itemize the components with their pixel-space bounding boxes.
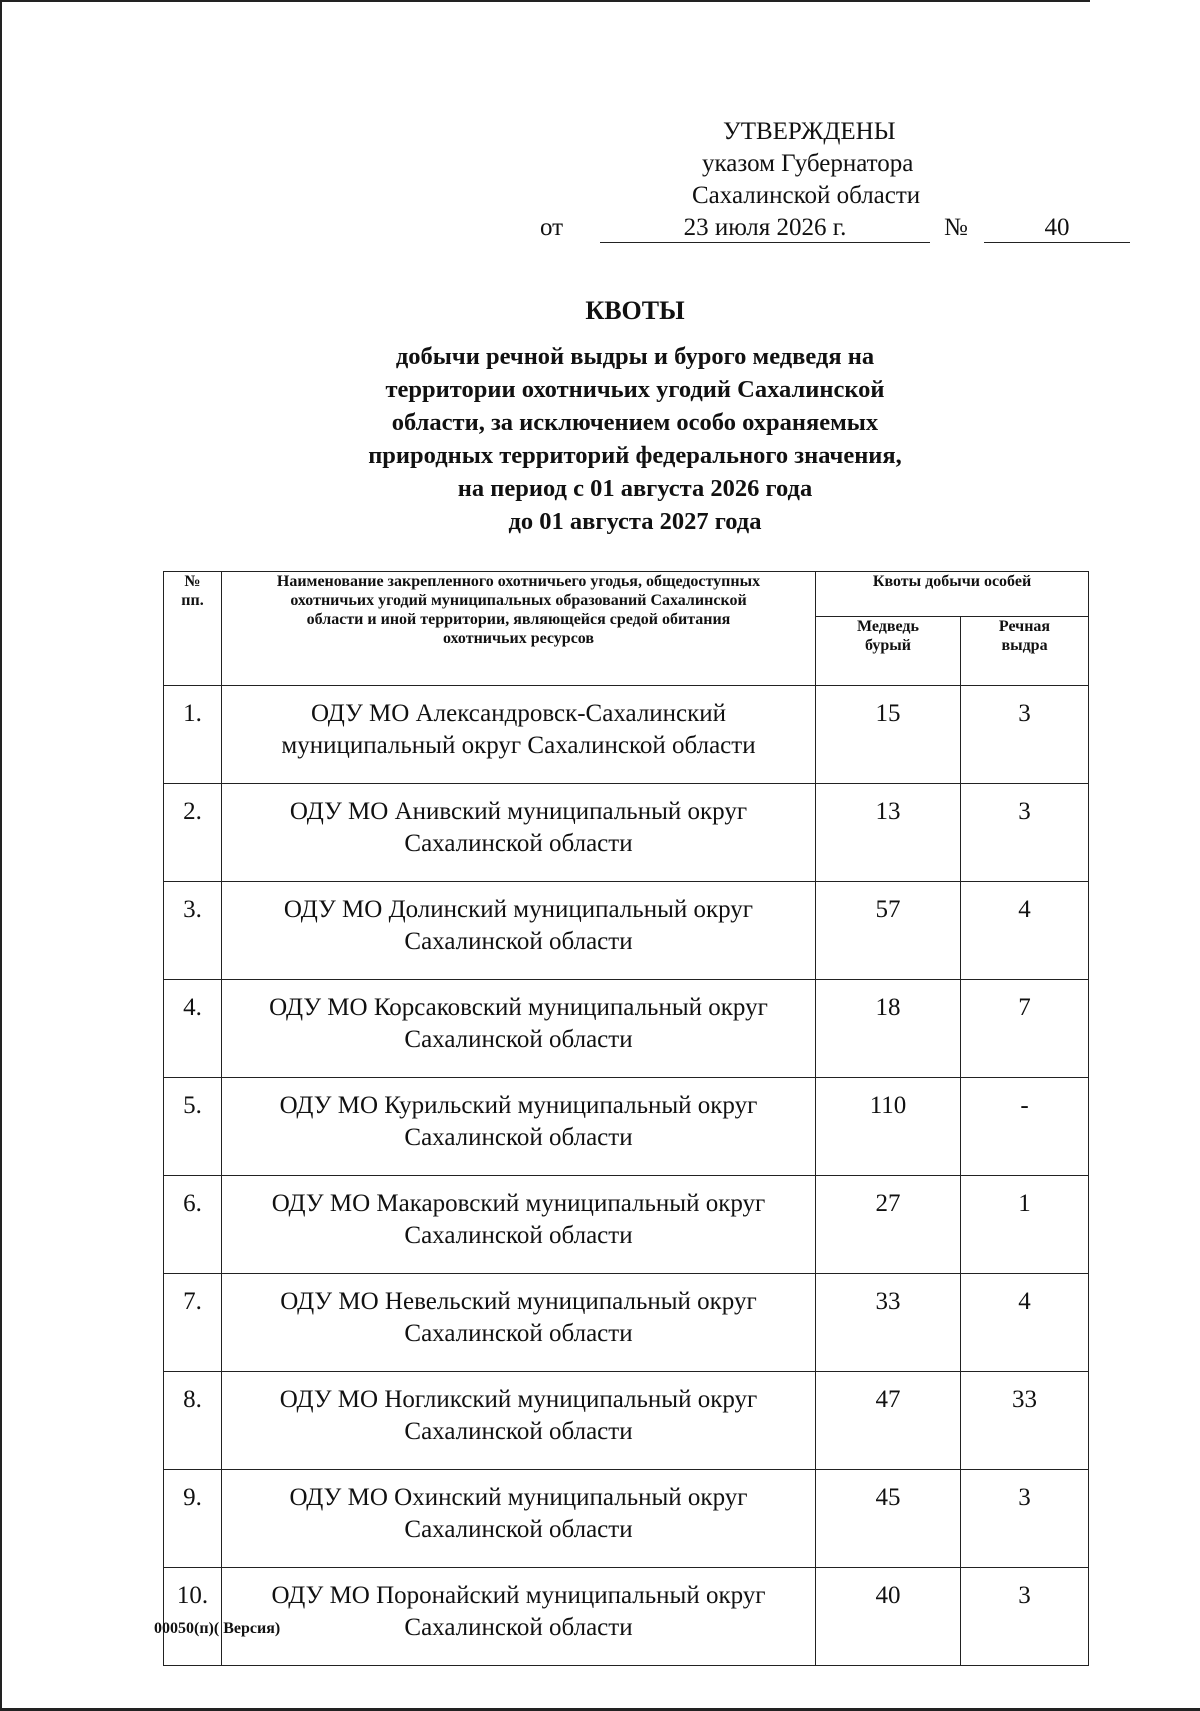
row-hunting-ground-name: ОДУ МО Курильский муниципальный округ Сахалинской области xyxy=(222,1078,816,1176)
row-river-otter-quota: - xyxy=(961,1078,1089,1176)
subtitle-line: на период с 01 августа 2026 года xyxy=(457,475,813,502)
row-number: 10. xyxy=(164,1568,222,1666)
row-hunting-ground-name: ОДУ МО Корсаковский муниципальный округ Сахалинской области xyxy=(222,980,816,1078)
approval-region: Сахалинской области xyxy=(692,182,921,209)
row-number: 4. xyxy=(164,980,222,1078)
row-number: 5. xyxy=(164,1078,222,1176)
table-header-row xyxy=(164,572,1089,617)
row-number: 8. xyxy=(164,1372,222,1470)
decree-number: 40 xyxy=(984,212,1130,243)
row-river-otter-quota: 1 xyxy=(961,1176,1089,1274)
page-border-left xyxy=(0,0,2,1711)
row-brown-bear-quota: 57 xyxy=(816,882,961,980)
row-number: 9. xyxy=(164,1470,222,1568)
row-brown-bear-quota: 15 xyxy=(816,686,961,784)
row-number: 7. xyxy=(164,1274,222,1372)
header-hunting-ground-name: Наименование закрепленного охотничьего угодья, общедоступных охотничьих угодий муниципальных образований Сахалинской области и иной территории, являющейся средой обитания охотничьих ресурсов xyxy=(222,572,816,686)
page-border-top xyxy=(0,0,1090,2)
document-subtitle xyxy=(300,340,970,538)
table-row xyxy=(164,784,1089,882)
table-row xyxy=(164,1274,1089,1372)
approval-decree: указом Губернатора xyxy=(702,150,914,177)
header-river-otter: Речная выдра xyxy=(961,617,1089,686)
table-row xyxy=(164,1176,1089,1274)
row-brown-bear-quota: 13 xyxy=(816,784,961,882)
row-hunting-ground-name: ОДУ МО Поронайский муниципальный округ Сахалинской области xyxy=(222,1568,816,1666)
footer-document-code: 00050(п)( Версия) xyxy=(154,1620,281,1637)
row-river-otter-quota: 3 xyxy=(961,1470,1089,1568)
table-row xyxy=(164,1568,1089,1666)
row-brown-bear-quota: 27 xyxy=(816,1176,961,1274)
row-river-otter-quota: 4 xyxy=(961,882,1089,980)
approval-date-line xyxy=(540,212,1130,244)
subtitle-line: добычи речной выдры и бурого медведя на xyxy=(395,343,875,370)
row-number: 1. xyxy=(164,686,222,784)
row-brown-bear-quota: 18 xyxy=(816,980,961,1078)
row-river-otter-quota: 4 xyxy=(961,1274,1089,1372)
subtitle-line: до 01 августа 2027 года xyxy=(508,508,762,535)
row-river-otter-quota: 3 xyxy=(961,1568,1089,1666)
row-brown-bear-quota: 45 xyxy=(816,1470,961,1568)
row-hunting-ground-name: ОДУ МО Анивский муниципальный округ Сахалинской области xyxy=(222,784,816,882)
row-hunting-ground-name: ОДУ МО Александровск-Сахалинский муниципальный округ Сахалинской области xyxy=(222,686,816,784)
row-brown-bear-quota: 40 xyxy=(816,1568,961,1666)
number-sign: № xyxy=(944,214,968,241)
table-row xyxy=(164,1078,1089,1176)
subtitle-line: природных территорий федерального значения, xyxy=(368,442,902,469)
row-hunting-ground-name: ОДУ МО Невельский муниципальный округ Сахалинской области xyxy=(222,1274,816,1372)
header-quota-group: Квоты добычи особей xyxy=(816,572,1089,617)
row-brown-bear-quota: 110 xyxy=(816,1078,961,1176)
row-number: 6. xyxy=(164,1176,222,1274)
table-row xyxy=(164,980,1089,1078)
row-hunting-ground-name: ОДУ МО Ногликский муниципальный округ Сахалинской области xyxy=(222,1372,816,1470)
table-row xyxy=(164,1372,1089,1470)
row-river-otter-quota: 7 xyxy=(961,980,1089,1078)
date-prefix: от xyxy=(540,214,564,241)
quota-table xyxy=(163,571,1089,1666)
row-hunting-ground-name: ОДУ МО Охинский муниципальный округ Сахалинской области xyxy=(222,1470,816,1568)
table-row xyxy=(164,1470,1089,1568)
header-number: № пп. xyxy=(164,572,222,686)
header-brown-bear: Медведь бурый xyxy=(816,617,961,686)
row-brown-bear-quota: 47 xyxy=(816,1372,961,1470)
row-number: 2. xyxy=(164,784,222,882)
subtitle-line: территории охотничьих угодий Сахалинской xyxy=(385,376,885,403)
row-river-otter-quota: 3 xyxy=(961,686,1089,784)
table-row xyxy=(164,686,1089,784)
row-number: 3. xyxy=(164,882,222,980)
row-brown-bear-quota: 33 xyxy=(816,1274,961,1372)
approval-heading: УТВЕРЖДЕНЫ xyxy=(723,118,896,145)
row-hunting-ground-name: ОДУ МО Долинский муниципальный округ Сахалинской области xyxy=(222,882,816,980)
row-hunting-ground-name: ОДУ МО Макаровский муниципальный округ Сахалинской области xyxy=(222,1176,816,1274)
decree-date: 23 июля 2026 г. xyxy=(600,212,930,243)
row-river-otter-quota: 33 xyxy=(961,1372,1089,1470)
row-river-otter-quota: 3 xyxy=(961,784,1089,882)
document-title: КВОТЫ xyxy=(585,296,685,325)
table-row xyxy=(164,882,1089,980)
subtitle-line: области, за исключением особо охраняемых xyxy=(391,409,879,436)
